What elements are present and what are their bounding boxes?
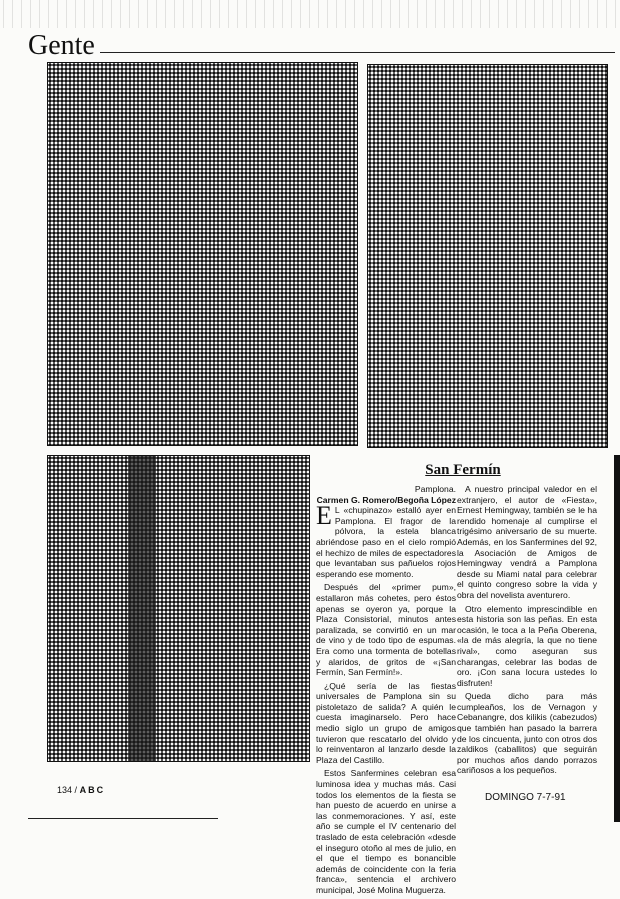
section-title: Gente <box>28 30 95 61</box>
drop-cap: E <box>316 501 332 531</box>
byline-authors: Carmen G. Romero/Begoña López <box>316 494 456 505</box>
page-number: 134 <box>57 785 73 795</box>
article-paragraph: Queda dicho para más cumpleaños, los de Vernagon y Cebanangre, dos kilikis (cabezudos) que también han pasado la barrera de los cincuenta, junto con otros dos zaldikos (caballitos) que seguirán por muchos años dando porrazos cariñosos a los pequeños. <box>457 691 597 776</box>
photo-crowd-balcony <box>47 62 358 446</box>
byline <box>316 484 456 505</box>
article-paragraph: ¿Qué sería de las fiestas universales de Pamplona sin su pistoletazo de salida? A quién le cuesta imaginarselo. Pero hace medio siglo un grupo de amigos tuvieron que rescatarlo del olvido y lo reinventaron al lanzarlo desde la Plaza del Castillo. <box>316 680 456 765</box>
folio-separator: / <box>74 785 78 795</box>
photo-pillar <box>128 456 156 761</box>
article-paragraph: Otro elemento imprescindible en esta historia son las peñas. En esta ocasión, le toca a la Peña Oberena, «la de más alegría, la que no tiene rival», como aseguran sus charangas, celebrar las bodas de oro. ¡Con sana locura ustedes lo disfruten! <box>457 603 597 688</box>
article-column-1 <box>316 484 456 899</box>
publication-name: ABC <box>79 785 106 795</box>
bottom-rule <box>28 818 218 819</box>
page-edge <box>614 455 620 822</box>
section-rule <box>100 52 615 53</box>
article-paragraph: A nuestro principal valedor en el extranjero, el autor de «Fiesta», Ernest Hemingway, también se le ha rendido homenaje al cumplirse el trigésimo aniversario de su muerte. Además, en los Sanfermines del 92, la Asociación de Amigos de Hemingway vendrá a Pamplona desde su Miami natal para celebrar el quinto congreso sobre la vida y obra del novelista aventurero. <box>457 484 597 600</box>
photo-crowd-street <box>367 64 608 448</box>
scan-noise <box>0 0 620 28</box>
issue-date: DOMINGO 7-7-91 <box>485 792 566 803</box>
byline-place: Pamplona. <box>414 484 456 494</box>
article-paragraph: Estos Sanfermines celebran esa luminosa idea y muchas más. Casi todos los elementos de la fiesta se han puesto de acuerdo en unirse a las conmemoraciones. Y así, este año se cumple el IV centenario del traslado de esta celebración «desde el inseguro otoño al mes de julio, en el que el tiempo es bonancible además de coincidente con la feria franca», sentencia el archivero municipal, José Molina Muguerza. <box>316 768 456 895</box>
page-folio <box>57 785 105 795</box>
article-column-2 <box>457 484 597 779</box>
article-paragraph: E L «chupinazo» estalló ayer en Pamplona. El fragor de la pólvora, la estela blanca abriéndose paso en el cielo rompió el hechizo de miles de espectadores que levantaban sus pañuelos rojos esperando ese momento. <box>316 501 456 579</box>
article-paragraph: Después del «primer pum», estallaron más cohetes, pero éstos apenas se oyeron ya, porque la Plaza Consistorial, minutos antes paralizada, se convirtió en un mar de vino y de todo tipo de espumas. Era como una tormenta de botellas y alaridos, de gritos de «¡San Fermín, San Fermín!». <box>316 582 456 678</box>
photo-balcony-people <box>47 455 310 762</box>
article-headline: San Fermín <box>425 462 501 478</box>
